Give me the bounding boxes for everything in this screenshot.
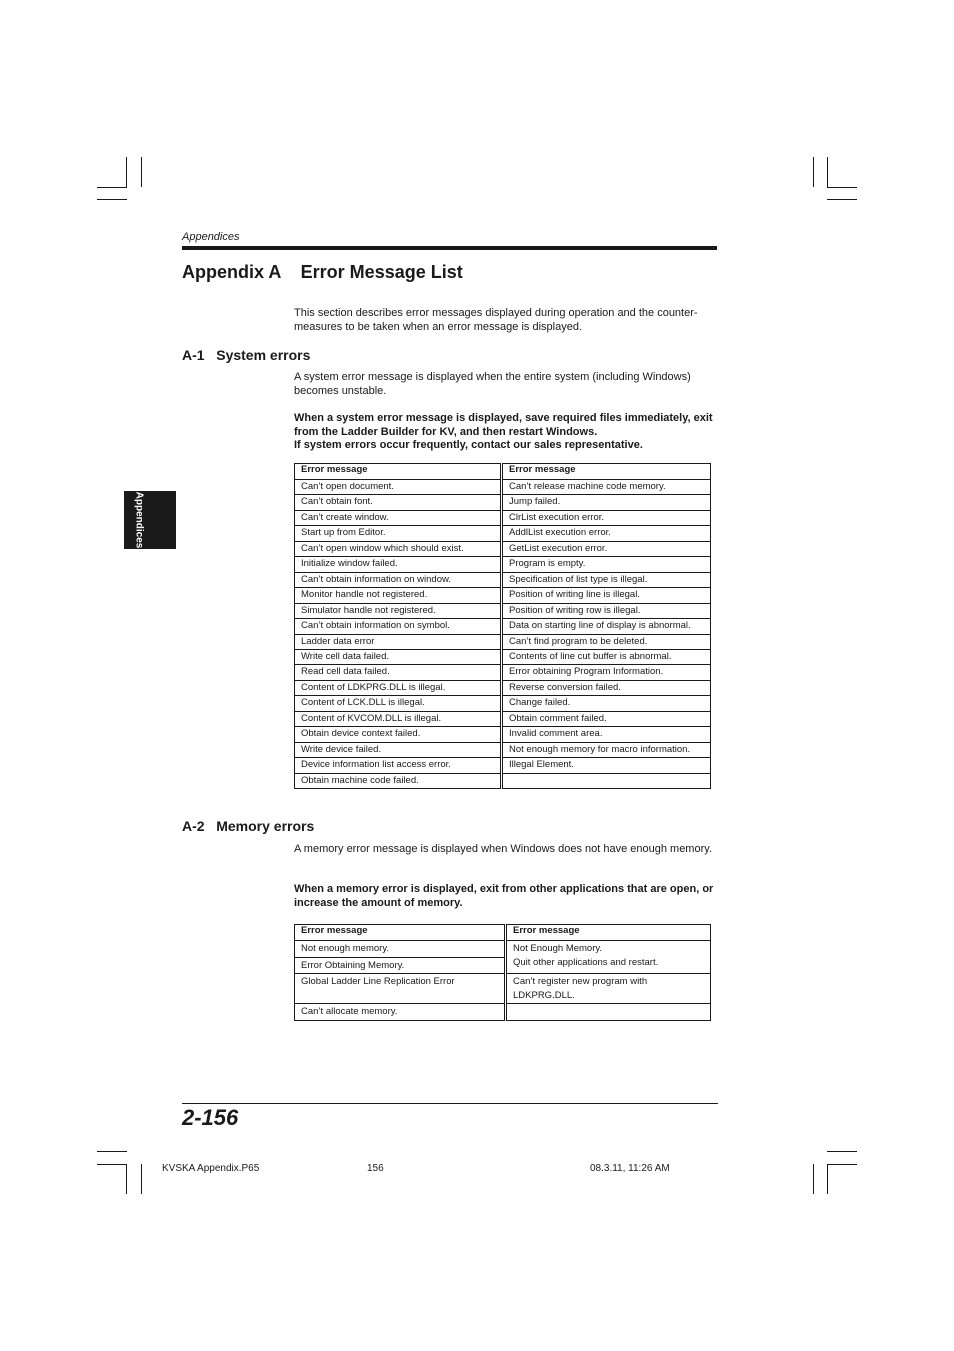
crop-mark: [126, 157, 127, 187]
table-cell: Obtain comment failed.: [502, 711, 711, 726]
crop-mark: [141, 157, 142, 187]
table-row: [295, 588, 711, 603]
table-cell: Can’t obtain information on window.: [295, 572, 502, 587]
crop-mark: [97, 199, 127, 200]
crop-mark: [827, 187, 857, 188]
crop-mark: [126, 1164, 127, 1194]
table-row: [295, 974, 711, 1004]
table-cell: Ladder data error: [295, 634, 502, 649]
page-title: Appendix A Error Message List: [182, 262, 463, 282]
table-row: [295, 649, 711, 664]
crop-mark: [827, 157, 828, 187]
table-cell: Device information list access error.: [295, 758, 502, 773]
table-cell: Contents of line cut buffer is abnormal.: [502, 649, 711, 664]
table-cell: Position of writing row is illegal.: [502, 603, 711, 618]
table-cell: Position of writing line is illegal.: [502, 588, 711, 603]
page-number: 2-156: [182, 1105, 239, 1130]
table-row: [295, 665, 711, 680]
table-row: [295, 526, 711, 541]
table-cell: Can’t obtain font.: [295, 495, 502, 510]
section-heading-system-errors: A-1 System errors: [182, 347, 311, 363]
system-errors-note: [294, 412, 714, 453]
table-row: [295, 773, 711, 788]
crop-mark: [827, 1151, 857, 1152]
system-errors-table: [294, 463, 711, 789]
section-heading-memory-errors: A-2 Memory errors: [182, 818, 315, 834]
table-cell: Jump failed.: [502, 495, 711, 510]
table-cell: Can’t release machine code memory.: [502, 480, 711, 495]
table-cell: Data on starting line of display is abnormal.: [502, 619, 711, 634]
slug-page: 156: [367, 1163, 384, 1174]
table-cell: Content of LDKPRG.DLL is illegal.: [295, 680, 502, 695]
crop-mark: [141, 1164, 142, 1194]
table-cell: Start up from Editor.: [295, 526, 502, 541]
table-cell: Read cell data failed.: [295, 665, 502, 680]
crop-mark: [813, 1164, 814, 1194]
table-row: [295, 603, 711, 618]
table-row: [295, 711, 711, 726]
table-row: [295, 696, 711, 711]
table-row: [295, 510, 711, 525]
table-row: [295, 619, 711, 634]
table-header: Error message: [295, 464, 502, 480]
table-row: [295, 572, 711, 587]
table-cell: [506, 1004, 711, 1021]
table-row: [295, 480, 711, 495]
table-cell-line: LDKPRG.DLL.: [513, 989, 575, 1001]
table-cell: Monitor handle not registered.: [295, 588, 502, 603]
crop-mark: [827, 199, 857, 200]
system-errors-paragraph: A system error message is displayed when the entire system (including Windows) becomes unstable.: [294, 371, 691, 397]
table-cell: Error Obtaining Memory.: [295, 957, 506, 974]
table-cell-line: Quit other applications and restart.: [513, 956, 659, 968]
table-cell: [502, 773, 711, 788]
table-cell: Program is empty.: [502, 557, 711, 572]
table-row: [295, 680, 711, 695]
table-cell: Can’t obtain information on symbol.: [295, 619, 502, 634]
table-row: [295, 495, 711, 510]
table-cell: Write device failed.: [295, 742, 502, 757]
table-cell: Initialize window failed.: [295, 557, 502, 572]
table-cell: Simulator handle not registered.: [295, 603, 502, 618]
memory-errors-note: When a memory error is displayed, exit from other applications that are open, or increase the amount of memory.: [294, 883, 714, 909]
slug-date: 08.3.11, 11:26 AM: [590, 1163, 670, 1174]
memory-errors-paragraph: A memory error message is displayed when Windows does not have enough memory.: [294, 843, 712, 855]
crop-mark: [827, 1164, 857, 1165]
table-cell: Can’t find program to be deleted.: [502, 634, 711, 649]
table-cell: Reverse conversion failed.: [502, 680, 711, 695]
memory-errors-table: [294, 924, 711, 1021]
crop-mark: [827, 1164, 828, 1194]
side-tab: [124, 491, 176, 549]
table-cell: [506, 941, 711, 974]
table-cell: Content of KVCOM.DLL is illegal.: [295, 711, 502, 726]
table-cell: Can’t allocate memory.: [295, 1004, 506, 1021]
table-row: [295, 557, 711, 572]
table-header: Error message: [506, 925, 711, 941]
intro-paragraph: This section describes error messages displayed during operation and the counter-measures to be taken when an error message is displayed.: [294, 307, 698, 333]
crop-mark: [97, 1151, 127, 1152]
table-row: [295, 941, 711, 958]
footer-rule: [182, 1103, 718, 1104]
table-cell: Obtain device context failed.: [295, 727, 502, 742]
table-cell: ClrList execution error.: [502, 510, 711, 525]
header-rule: [182, 246, 717, 250]
crop-mark: [97, 1164, 127, 1165]
running-head: Appendices: [182, 231, 240, 243]
table-row: [295, 1004, 711, 1021]
table-cell: Error obtaining Program Information.: [502, 665, 711, 680]
system-errors-table-body: [295, 480, 711, 789]
side-tab-label: Appendices: [133, 491, 145, 549]
table-row: [295, 541, 711, 556]
table-cell: Illegal Element.: [502, 758, 711, 773]
table-row: [295, 727, 711, 742]
table-cell: Obtain machine code failed.: [295, 773, 502, 788]
crop-mark: [813, 157, 814, 187]
table-header: Error message: [295, 925, 506, 941]
table-cell: Content of LCK.DLL is illegal.: [295, 696, 502, 711]
table-row: [295, 742, 711, 757]
table-cell: GetList execution error.: [502, 541, 711, 556]
table-cell: Not enough memory for macro information.: [502, 742, 711, 757]
table-cell: Can’t create window.: [295, 510, 502, 525]
table-row: [295, 758, 711, 773]
system-errors-note-line1: When a system error message is displayed, save required files immediately, exit from the Ladder Builder for KV, and then restart Windows.: [294, 412, 713, 438]
table-cell: Invalid comment area.: [502, 727, 711, 742]
table-cell: Not enough memory.: [295, 941, 506, 958]
table-row: [295, 634, 711, 649]
table-cell: Write cell data failed.: [295, 649, 502, 664]
table-header: Error message: [502, 464, 711, 480]
table-cell: Global Ladder Line Replication Error: [295, 974, 506, 1004]
table-cell: Specification of list type is illegal.: [502, 572, 711, 587]
table-cell-line: Can’t register new program with: [513, 976, 648, 987]
table-cell: Can’t open document.: [295, 480, 502, 495]
table-cell: AddlList execution error.: [502, 526, 711, 541]
system-errors-note-line2: If system errors occur frequently, contact our sales representative.: [294, 439, 643, 451]
table-cell: Can’t open window which should exist.: [295, 541, 502, 556]
crop-mark: [97, 187, 127, 188]
table-cell: [506, 974, 711, 1004]
slug-file: KVSKA Appendix.P65: [162, 1163, 260, 1174]
table-cell-line: Not Enough Memory.: [513, 943, 603, 954]
table-cell: Change failed.: [502, 696, 711, 711]
